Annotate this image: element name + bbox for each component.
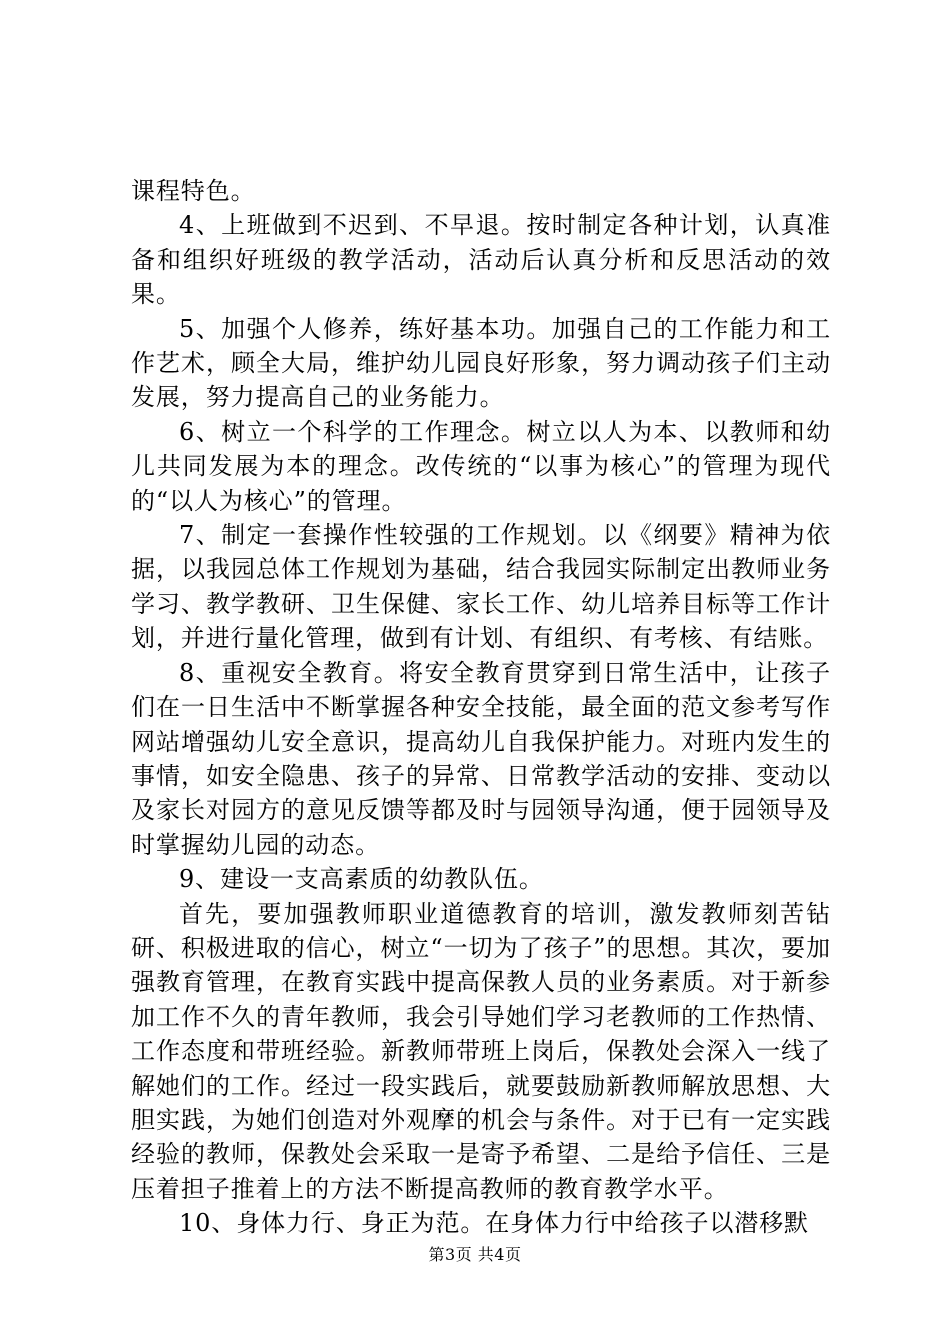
paragraph-2: 4、上班做到不迟到、不早退。按时制定各种计划，认真准备和组织好班级的教学活动，活动后认真分析和反思活动的效果。 [131, 211, 831, 309]
paragraph-1: 课程特色。 [131, 177, 256, 205]
document-body [131, 174, 831, 1241]
paragraph-8: 首先，要加强教师职业道德教育的培训，激发教师刻苦钻研、积极进取的信心，树立“一切为了孩子”的思想。其次，要加强教育管理，在教育实践中提高保教人员的业务素质。对于新参加工作不久的青年教师，我会引导她们学习老教师的工作热情、工作态度和带班经验。新教师带班上岗后，保教处会深入一线了解她们的工作。经过一段实践后，就要鼓励新教师解放思想、大胆实践，为她们创造对外观摩的机会与条件。对于已有一定实践经验的教师，保教处会采取一是寄予希望、二是给予信任、三是压着担子推着上的方法不断提高教师的教育教学水平。 [131, 899, 831, 1203]
paragraph-6: 8、重视安全教育。将安全教育贯穿到日常生活中，让孩子们在一日生活中不断掌握各种安全技能，最全面的范文参考写作网站增强幼儿安全意识，提高幼儿自我保护能力。对班内发生的事情，如安全隐患、孩子的异常、日常教学活动的安排、变动以及家长对园方的意见反馈等都及时与园领导沟通，便于园领导及时掌握幼儿园的动态。 [131, 658, 831, 859]
page-footer: 第3页 共4页 [428, 1245, 522, 1264]
paragraph-4: 6、树立一个科学的工作理念。树立以人为本、以教师和幼儿共同发展为本的理念。改传统的“以事为核心”的管理为现代的“以人为核心”的管理。 [131, 417, 831, 515]
paragraph-9: 10、身体力行、身正为范。在身体力行中给孩子以潜移默 [179, 1209, 809, 1238]
paragraph-3: 5、加强个人修养，练好基本功。加强自己的工作能力和工作艺术，顾全大局，维护幼儿园良好形象，努力调动孩子们主动发展，努力提高自己的业务能力。 [131, 314, 831, 412]
paragraph-7: 9、建设一支高素质的幼教队伍。 [179, 865, 544, 894]
paragraph-5: 7、制定一套操作性较强的工作规划。以《纲要》精神为依据，以我园总体工作规划为基础，结合我园实际制定出教师业务学习、教学教研、卫生保健、家长工作、幼儿培养目标等工作计划，并进行量化管理，做到有计划、有组织、有考核、有结账。 [131, 521, 831, 653]
